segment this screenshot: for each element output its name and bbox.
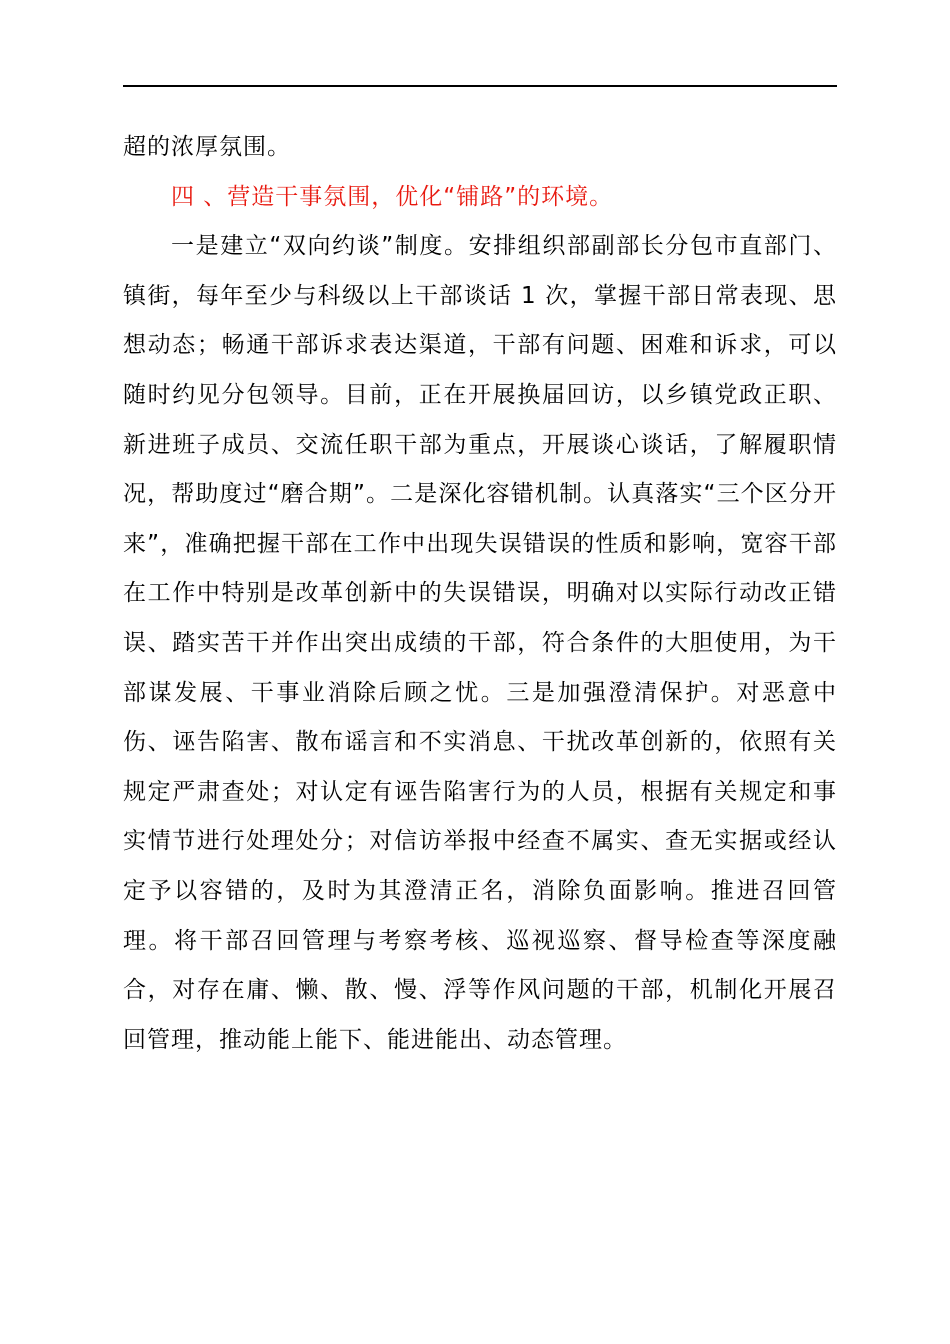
continuation-paragraph: 超的浓厚氛围。 xyxy=(123,134,291,160)
body-paragraph: 一是建立“双向约谈”制度。安排组织部副部长分包市直部门、镇街，每年至少与科级以上干部谈话 1 次，掌握干部日常表现、思想动态；畅通干部诉求表达渠道，干部有问题、困难和诉求，可以随时约见分包领导。目前，正在开展换届回访，以乡镇党政正职、新进班子成员、交流任职干部为重点，开展谈心谈话，了解履职情况，帮助度过“磨合期”。二是深化容错机制。认真落实“三个区分开来”，准确把握干部在工作中出现失误错误的性质和影响，宽容干部在工作中特别是改革创新中的失误错误，明确对以实际行动改正错误、踏实苦干并作出突出成绩的干部，符合条件的大胆使用，为干部谋发展、干事业消除后顾之忧。三是加强澄清保护。对恶意中伤、诬告陷害、散布谣言和不实消息、干扰改革创新的，依照有关规定严肃查处；对认定有诬告陷害行为的人员，根据有关规定和事实情节进行处理处分；对信访举报中经查不属实、查无实据或经认定予以容错的，及时为其澄清正名，消除负面影响。推进召回管理。将干部召回管理与考察考核、巡视巡察、督导检查等深度融合，对存在庸、懒、散、慢、浮等作风问题的干部，机制化开展召回管理，推动能上能下、能进能出、动态管理。 xyxy=(123,233,837,1053)
header-rule xyxy=(123,85,837,87)
section-heading: 四 、营造干事氛围，优化“铺路”的环境。 xyxy=(171,183,614,210)
document-body xyxy=(123,123,837,1065)
